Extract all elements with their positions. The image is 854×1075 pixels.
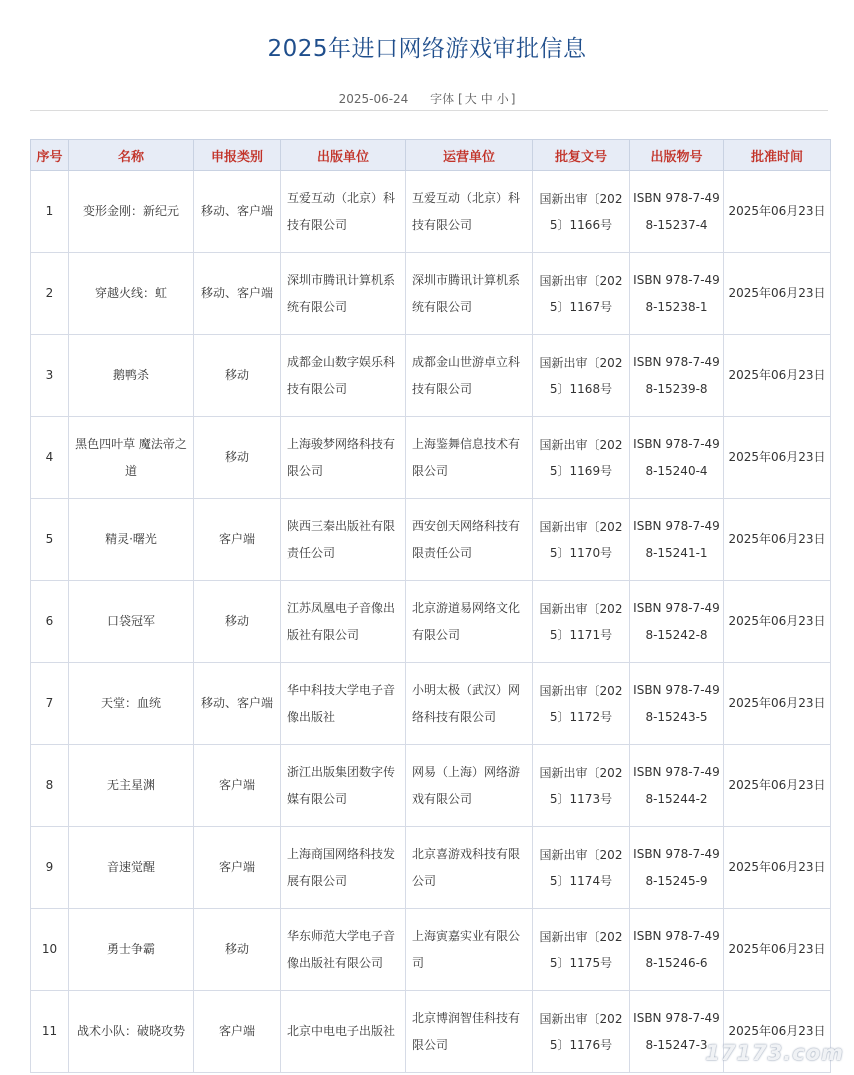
table-row bbox=[31, 335, 831, 417]
cell-index: 5 bbox=[31, 499, 69, 581]
cell-game-name: 天堂：血统 bbox=[69, 663, 194, 745]
cell-approval-number: 国新出审〔2025〕1173号 bbox=[533, 745, 630, 827]
cell-category: 客户端 bbox=[194, 827, 281, 909]
cell-approval-date: 2025年06月23日 bbox=[724, 499, 831, 581]
table-row bbox=[31, 663, 831, 745]
cell-operator: 上海鉴舞信息技术有限公司 bbox=[406, 417, 533, 499]
cell-category: 移动、客户端 bbox=[194, 663, 281, 745]
cell-approval-date: 2025年06月23日 bbox=[724, 663, 831, 745]
publish-date: 2025-06-24 bbox=[338, 92, 409, 106]
cell-index: 10 bbox=[31, 909, 69, 991]
cell-index: 3 bbox=[31, 335, 69, 417]
table-row bbox=[31, 253, 831, 335]
cell-approval-number: 国新出审〔2025〕1170号 bbox=[533, 499, 630, 581]
cell-publisher: 华中科技大学电子音像出版社 bbox=[281, 663, 406, 745]
cell-game-name: 战术小队：破晓攻势 bbox=[69, 991, 194, 1073]
cell-game-name: 穿越火线：虹 bbox=[69, 253, 194, 335]
table-row bbox=[31, 745, 831, 827]
cell-approval-number: 国新出审〔2025〕1166号 bbox=[533, 171, 630, 253]
cell-publisher: 北京中电电子出版社 bbox=[281, 991, 406, 1073]
font-size-bracket-open: [ bbox=[458, 92, 463, 106]
table-header-row bbox=[31, 140, 831, 171]
cell-category: 移动 bbox=[194, 581, 281, 663]
cell-publisher: 深圳市腾讯计算机系统有限公司 bbox=[281, 253, 406, 335]
table-row bbox=[31, 827, 831, 909]
table-row bbox=[31, 909, 831, 991]
cell-index: 11 bbox=[31, 991, 69, 1073]
cell-publisher: 江苏凤凰电子音像出版社有限公司 bbox=[281, 581, 406, 663]
cell-game-name: 变形金刚：新纪元 bbox=[69, 171, 194, 253]
table-row bbox=[31, 581, 831, 663]
column-header: 出版物号 bbox=[630, 140, 724, 171]
cell-category: 客户端 bbox=[194, 499, 281, 581]
cell-publisher: 浙江出版集团数字传媒有限公司 bbox=[281, 745, 406, 827]
cell-approval-number: 国新出审〔2025〕1176号 bbox=[533, 991, 630, 1073]
cell-game-name: 无主星渊 bbox=[69, 745, 194, 827]
cell-operator: 北京喜游戏科技有限公司 bbox=[406, 827, 533, 909]
cell-isbn: ISBN 978-7-498-15245-9 bbox=[630, 827, 724, 909]
cell-game-name: 黑色四叶草 魔法帝之道 bbox=[69, 417, 194, 499]
approval-table bbox=[30, 139, 831, 1073]
cell-publisher: 互爱互动（北京）科技有限公司 bbox=[281, 171, 406, 253]
cell-approval-date: 2025年06月23日 bbox=[724, 745, 831, 827]
cell-approval-number: 国新出审〔2025〕1174号 bbox=[533, 827, 630, 909]
cell-category: 移动、客户端 bbox=[194, 171, 281, 253]
cell-operator: 西安创天网络科技有限责任公司 bbox=[406, 499, 533, 581]
column-header: 运营单位 bbox=[406, 140, 533, 171]
cell-approval-number: 国新出审〔2025〕1169号 bbox=[533, 417, 630, 499]
cell-isbn: ISBN 978-7-498-15240-4 bbox=[630, 417, 724, 499]
cell-publisher: 上海商国网络科技发展有限公司 bbox=[281, 827, 406, 909]
cell-publisher: 成都金山数字娱乐科技有限公司 bbox=[281, 335, 406, 417]
cell-operator: 成都金山世游卓立科技有限公司 bbox=[406, 335, 533, 417]
cell-publisher: 陕西三秦出版社有限责任公司 bbox=[281, 499, 406, 581]
cell-category: 移动 bbox=[194, 417, 281, 499]
page-title: 2025年进口网络游戏审批信息 bbox=[267, 36, 587, 62]
column-header: 序号 bbox=[31, 140, 69, 171]
cell-approval-number: 国新出审〔2025〕1168号 bbox=[533, 335, 630, 417]
cell-approval-number: 国新出审〔2025〕1171号 bbox=[533, 581, 630, 663]
cell-publisher: 上海骏梦网络科技有限公司 bbox=[281, 417, 406, 499]
column-header: 出版单位 bbox=[281, 140, 406, 171]
cell-operator: 上海寅嘉实业有限公司 bbox=[406, 909, 533, 991]
font-size-medium-link[interactable]: 中 bbox=[480, 92, 493, 106]
cell-index: 7 bbox=[31, 663, 69, 745]
cell-index: 1 bbox=[31, 171, 69, 253]
cell-isbn: ISBN 978-7-498-15239-8 bbox=[630, 335, 724, 417]
table-row bbox=[31, 417, 831, 499]
cell-index: 9 bbox=[31, 827, 69, 909]
cell-index: 4 bbox=[31, 417, 69, 499]
cell-approval-date: 2025年06月23日 bbox=[724, 581, 831, 663]
cell-operator: 北京游道易网络文化有限公司 bbox=[406, 581, 533, 663]
cell-game-name: 音速觉醒 bbox=[69, 827, 194, 909]
cell-category: 移动 bbox=[194, 335, 281, 417]
cell-isbn: ISBN 978-7-498-15242-8 bbox=[630, 581, 724, 663]
cell-operator: 小明太极（武汉）网络科技有限公司 bbox=[406, 663, 533, 745]
cell-approval-date: 2025年06月23日 bbox=[724, 417, 831, 499]
cell-approval-date: 2025年06月23日 bbox=[724, 909, 831, 991]
cell-index: 8 bbox=[31, 745, 69, 827]
header-divider bbox=[30, 110, 828, 111]
article-meta bbox=[0, 90, 854, 107]
cell-isbn: ISBN 978-7-498-15237-4 bbox=[630, 171, 724, 253]
cell-category: 移动、客户端 bbox=[194, 253, 281, 335]
cell-approval-date: 2025年06月23日 bbox=[724, 827, 831, 909]
font-size-label: 字体 bbox=[430, 92, 455, 106]
cell-category: 客户端 bbox=[194, 745, 281, 827]
cell-game-name: 鹅鸭杀 bbox=[69, 335, 194, 417]
column-header: 批准时间 bbox=[724, 140, 831, 171]
cell-operator: 深圳市腾讯计算机系统有限公司 bbox=[406, 253, 533, 335]
cell-operator: 互爱互动（北京）科技有限公司 bbox=[406, 171, 533, 253]
site-watermark: 17173.com bbox=[705, 1041, 844, 1065]
cell-operator: 北京博润智佳科技有限公司 bbox=[406, 991, 533, 1073]
cell-game-name: 精灵·曙光 bbox=[69, 499, 194, 581]
cell-category: 移动 bbox=[194, 909, 281, 991]
cell-isbn: ISBN 978-7-498-15246-6 bbox=[630, 909, 724, 991]
cell-approval-date: 2025年06月23日 bbox=[724, 171, 831, 253]
cell-index: 6 bbox=[31, 581, 69, 663]
cell-approval-number: 国新出审〔2025〕1175号 bbox=[533, 909, 630, 991]
cell-isbn: ISBN 978-7-498-15241-1 bbox=[630, 499, 724, 581]
cell-game-name: 口袋冠军 bbox=[69, 581, 194, 663]
cell-game-name: 勇士争霸 bbox=[69, 909, 194, 991]
cell-isbn: ISBN 978-7-498-15244-2 bbox=[630, 745, 724, 827]
table-row bbox=[31, 499, 831, 581]
cell-approval-number: 国新出审〔2025〕1167号 bbox=[533, 253, 630, 335]
cell-category: 客户端 bbox=[194, 991, 281, 1073]
font-size-large-link[interactable]: 大 bbox=[464, 92, 477, 106]
column-header: 批复文号 bbox=[533, 140, 630, 171]
cell-publisher: 华东师范大学电子音像出版社有限公司 bbox=[281, 909, 406, 991]
column-header: 名称 bbox=[69, 140, 194, 171]
cell-isbn: ISBN 978-7-498-15238-1 bbox=[630, 253, 724, 335]
cell-isbn: ISBN 978-7-498-15243-5 bbox=[630, 663, 724, 745]
font-size-small-link[interactable]: 小 bbox=[496, 92, 509, 106]
cell-approval-date: 2025年06月23日 bbox=[724, 335, 831, 417]
table-row bbox=[31, 171, 831, 253]
cell-index: 2 bbox=[31, 253, 69, 335]
font-size-bracket-close: ] bbox=[510, 92, 516, 106]
cell-isbn: ISBN 978-7-498-15247-3 bbox=[630, 991, 724, 1073]
cell-approval-date: 2025年06月23日 bbox=[724, 991, 831, 1073]
column-header: 申报类别 bbox=[194, 140, 281, 171]
cell-operator: 网易（上海）网络游戏有限公司 bbox=[406, 745, 533, 827]
cell-approval-date: 2025年06月23日 bbox=[724, 253, 831, 335]
cell-approval-number: 国新出审〔2025〕1172号 bbox=[533, 663, 630, 745]
